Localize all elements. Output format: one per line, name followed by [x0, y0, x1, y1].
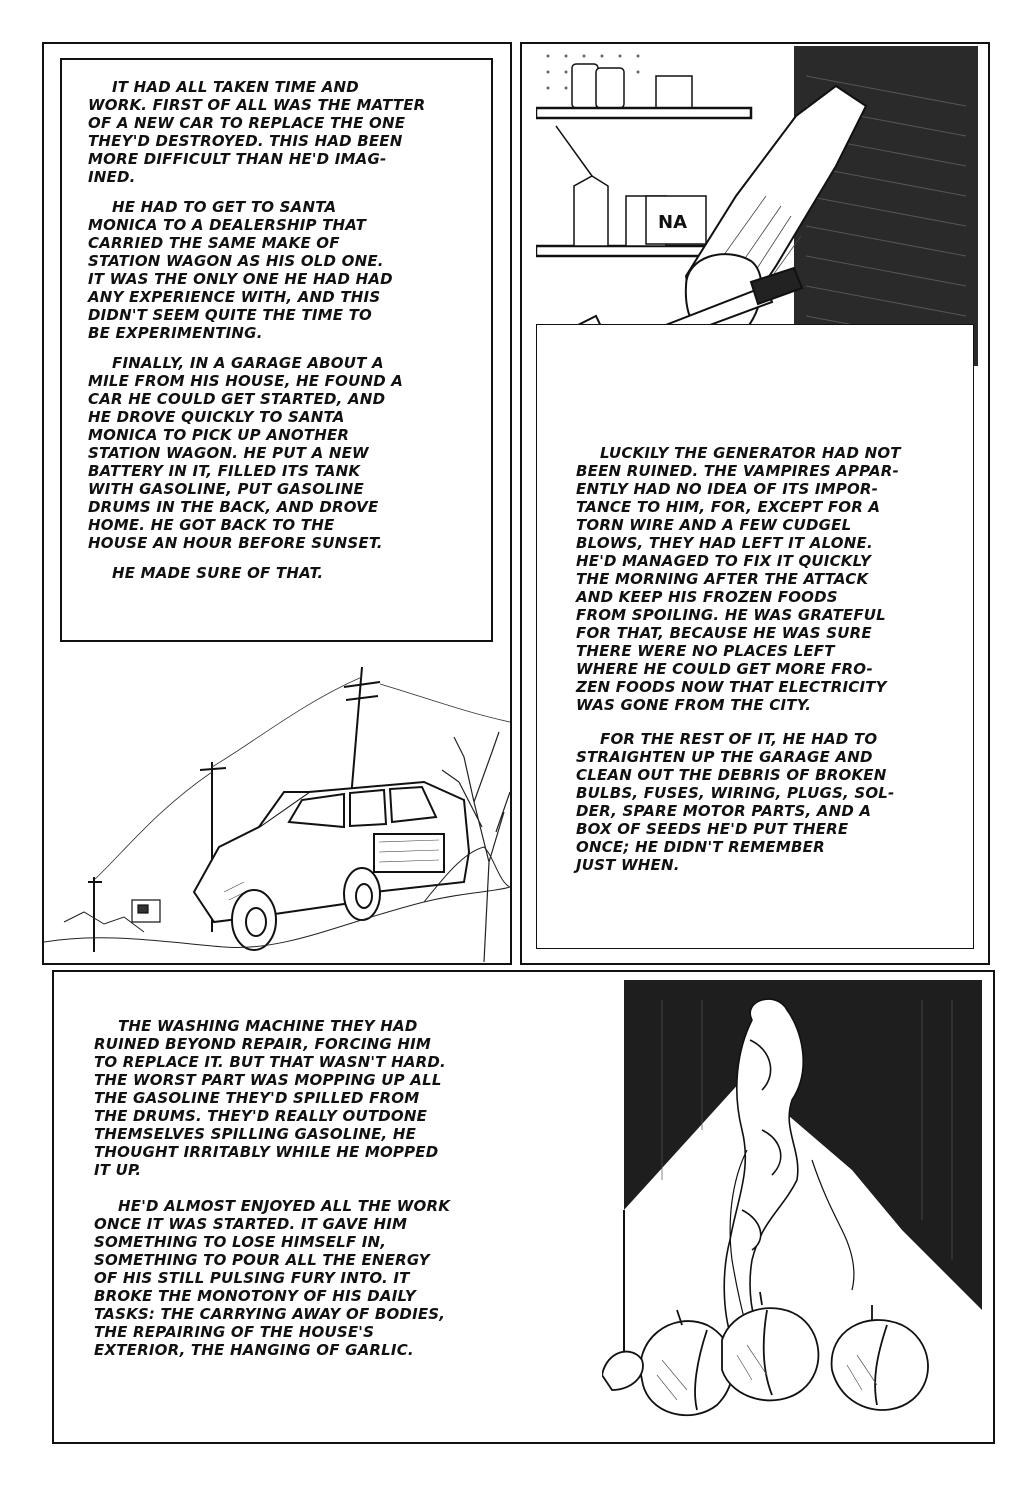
dark-background — [624, 980, 982, 1310]
hammer-hand-illustration — [536, 46, 978, 366]
garlic-bulb — [602, 1292, 928, 1415]
panel-station-wagon — [42, 42, 512, 965]
panel-garlic — [52, 970, 995, 1444]
caption-car — [88, 78, 488, 594]
caption-garage-paragraph: LUCKILY THE GENERATOR HAD NOT BEEN RUINED. THE VAMPIRES APPAR- ENTLY HAD NO IDEA OF ITS IMPOR- TANCE TO HIM, FOR, EXCEPT FOR A TORN WIRE AND A FEW CUDGEL BLOWS, THEY HAD LEFT IT ALONE. HE'D MANAGED TO FIX IT QUICKLY THE MORNING AFTER THE ATTACK AND KEEP HIS FROZEN FOODS FROM SPOILING. HE WAS GRATEFUL FOR THAT, BECAUSE HE WAS SURE THERE WERE NO PLACES LEFT WHERE HE COULD GET MORE FRO- ZEN FOODS NOW THAT ELECTRICITY WAS GONE FROM THE CITY. — [576, 444, 901, 714]
nail-box — [646, 196, 706, 244]
caption-car-paragraph: HE MADE SURE OF THAT. — [112, 564, 324, 582]
caption-car-paragraph: IT HAD ALL TAKEN TIME AND WORK. FIRST OF ALL WAS THE MATTER OF A NEW CAR TO REPLACE THE ONE THEY'D DESTROYED. THIS HAD BEEN MORE DIFFICULT THAN HE'D IMAG- INED. — [88, 78, 426, 186]
caption-garlic-paragraph: THE WASHING MACHINE THEY HAD RUINED BEYOND REPAIR, FORCING HIM TO REPLACE IT. BUT THAT WASN'T HARD. THE WORST PART WAS MOPPING UP ALL THE GASOLINE THEY'D SPILLED FROM THE DRUMS. THEY'D REALLY OUTDONE THEMSELVES SPILLING GASOLINE, HE THOUGHT IRRITABLY WHILE HE MOPPED IT UP. — [94, 1017, 446, 1179]
panel-garage-hammer — [520, 42, 990, 965]
nail-box-label: NA — [658, 212, 687, 233]
caption-garage — [576, 444, 981, 886]
caption-car-paragraph: FINALLY, IN A GARAGE ABOUT A MILE FROM HIS HOUSE, HE FOUND A CAR HE COULD GET STARTED, AND HE DROVE QUICKLY TO SANTA MONICA TO PICK UP ANOTHER STATION WAGON. HE PUT A NEW BATTERY IN IT, FILLED ITS TANK WITH GASOLINE, PUT GASOLINE DRUMS IN THE BACK, AND DROVE HOME. HE GOT BACK TO THE HOUSE AN HOUR BEFORE SUNSET. — [88, 354, 404, 552]
garlic-illustration — [602, 980, 982, 1430]
caption-garage-paragraph: FOR THE REST OF IT, HE HAD TO STRAIGHTEN UP THE GARAGE AND CLEAN OUT THE DEBRIS OF BROKEN BULBS, FUSES, WIRING, PLUGS, SOL- DER, SPARE MOTOR PARTS, AND A BOX OF SEEDS HE'D PUT THERE ONCE; HE DIDN'T REMEMBER JUST WHEN. — [576, 730, 895, 874]
caption-car-paragraph: HE HAD TO GET TO SANTA MONICA TO A DEALERSHIP THAT CARRIED THE SAME MAKE OF STATION WAGON AS HIS OLD ONE. IT WAS THE ONLY ONE HE HAD HAD ANY EXPERIENCE WITH, AND THIS DIDN'T SEEM QUITE THE TIME TO BE EXPERIMENTING. — [88, 198, 393, 342]
dark-wall — [794, 46, 978, 366]
jars-on-shelf — [572, 64, 692, 108]
caption-garlic — [94, 1017, 539, 1371]
caption-garlic-paragraph: HE'D ALMOST ENJOYED ALL THE WORK ONCE IT WAS STARTED. IT GAVE HIM SOMETHING TO LOSE HIMSELF IN, SOMETHING TO POUR ALL THE ENERGY OF HIS STILL PULSING FURY INTO. IT BROKE THE MONOTONY OF HIS DAILY TASKS: THE CARRYING AWAY OF BODIES, THE REPAIRING OF THE HOUSE'S EXTERIOR, THE HANGING OF GARLIC. — [94, 1197, 451, 1359]
small-house — [132, 900, 160, 922]
station-wagon-illustration — [44, 642, 510, 963]
